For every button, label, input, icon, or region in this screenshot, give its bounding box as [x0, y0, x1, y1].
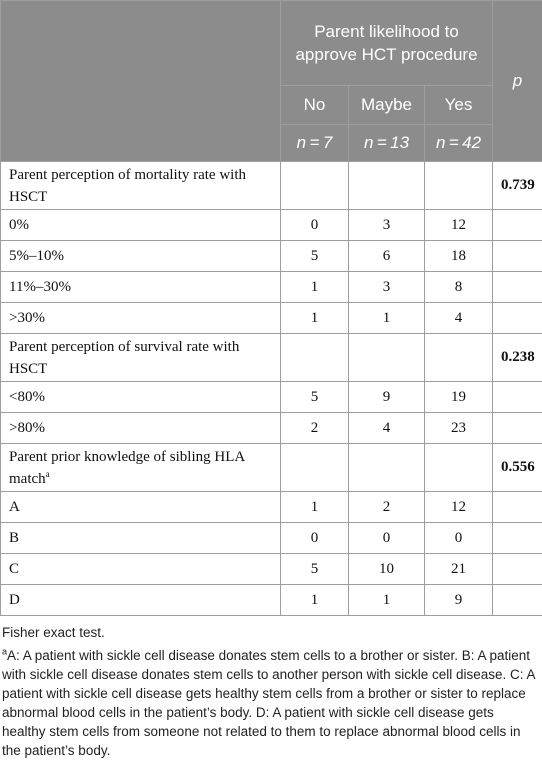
value-no: 5: [281, 382, 349, 413]
footnote-text: A: A patient with sickle cell disease donates stem cells to a brother or sister. B: A patient with sickle cell disease donates stem cells to another person with sickle cell disease. C: A patient with sickle cell disease gets healthy stem cells from a brother or sister to replace abnormal blood cells in the patient’s body. D: A patient with sickle cell disease gets healthy stem cells from someone not related to them to replace abnormal blood cells in the patient’s body.: [2, 648, 535, 758]
table-notes: [0, 616, 542, 760]
empty-cell: [425, 444, 493, 492]
row-label: A: [1, 492, 281, 523]
empty-cell: [349, 444, 425, 492]
value-maybe: 3: [349, 272, 425, 303]
empty-cell: [493, 382, 542, 413]
footnote-mark: a: [2, 647, 7, 657]
value-no: 1: [281, 492, 349, 523]
empty-cell: [493, 210, 542, 241]
value-no: 1: [281, 303, 349, 334]
table-row: [1, 303, 542, 334]
value-yes: 12: [425, 492, 493, 523]
table-row: [1, 272, 542, 303]
header-col-yes: Yes: [425, 86, 493, 125]
empty-cell: [349, 334, 425, 382]
section-label: [1, 444, 281, 492]
table-row: [1, 413, 542, 444]
table-row: [1, 382, 542, 413]
header-count-no-text: n = 7: [297, 133, 333, 152]
section-header-row: [1, 334, 542, 382]
row-label: 5%–10%: [1, 241, 281, 272]
value-no: 0: [281, 523, 349, 554]
table-row: [1, 554, 542, 585]
value-maybe: 9: [349, 382, 425, 413]
row-label: D: [1, 585, 281, 616]
p-value: 0.739: [493, 162, 542, 210]
value-no: 1: [281, 272, 349, 303]
value-maybe: 2: [349, 492, 425, 523]
value-yes: 18: [425, 241, 493, 272]
table-row: [1, 241, 542, 272]
empty-cell: [281, 444, 349, 492]
table-header: [1, 1, 542, 162]
footnote: [2, 646, 540, 760]
header-count-yes-text: n = 42: [436, 133, 481, 152]
value-no: 5: [281, 554, 349, 585]
header-blank-cell: [1, 1, 281, 162]
empty-cell: [493, 554, 542, 585]
value-maybe: 3: [349, 210, 425, 241]
value-yes: 21: [425, 554, 493, 585]
row-label: 0%: [1, 210, 281, 241]
p-value: 0.556: [493, 444, 542, 492]
value-yes: 12: [425, 210, 493, 241]
table-row: [1, 492, 542, 523]
empty-cell: [425, 162, 493, 210]
table-row: [1, 585, 542, 616]
empty-cell: [493, 492, 542, 523]
row-label: C: [1, 554, 281, 585]
section-label-text: Parent prior knowledge of sibling HLA match: [9, 449, 244, 487]
header-col-no: No: [281, 86, 349, 125]
table-row: [1, 210, 542, 241]
value-no: 2: [281, 413, 349, 444]
row-label: 11%–30%: [1, 272, 281, 303]
header-count-no: [281, 125, 349, 162]
table-body: [1, 162, 542, 616]
header-p-label: p: [493, 1, 542, 162]
value-yes: 19: [425, 382, 493, 413]
value-maybe: 10: [349, 554, 425, 585]
value-maybe: 6: [349, 241, 425, 272]
empty-cell: [493, 303, 542, 334]
empty-cell: [349, 162, 425, 210]
value-yes: 9: [425, 585, 493, 616]
row-label: <80%: [1, 382, 281, 413]
value-maybe: 1: [349, 585, 425, 616]
header-group-label: Parent likelihood to approve HCT procedure: [281, 1, 493, 86]
section-label-footnote-mark: a: [46, 469, 50, 479]
row-label: >80%: [1, 413, 281, 444]
p-value: 0.238: [493, 334, 542, 382]
header-count-maybe: [349, 125, 425, 162]
header-col-maybe: Maybe: [349, 86, 425, 125]
empty-cell: [493, 241, 542, 272]
empty-cell: [493, 272, 542, 303]
section-header-row: [1, 162, 542, 210]
empty-cell: [281, 162, 349, 210]
value-maybe: 4: [349, 413, 425, 444]
test-note: Fisher exact test.: [2, 623, 540, 642]
row-label: >30%: [1, 303, 281, 334]
value-yes: 4: [425, 303, 493, 334]
section-header-row: [1, 444, 542, 492]
empty-cell: [281, 334, 349, 382]
value-yes: 8: [425, 272, 493, 303]
value-no: 0: [281, 210, 349, 241]
section-label-text: Parent perception of survival rate with HSCT: [9, 339, 239, 377]
table-row: [1, 523, 542, 554]
section-label: [1, 162, 281, 210]
value-no: 5: [281, 241, 349, 272]
section-label: [1, 334, 281, 382]
empty-cell: [493, 523, 542, 554]
empty-cell: [493, 413, 542, 444]
empty-cell: [425, 334, 493, 382]
section-label-text: Parent perception of mortality rate with HSCT: [9, 167, 246, 205]
row-label: B: [1, 523, 281, 554]
value-yes: 23: [425, 413, 493, 444]
header-count-maybe-text: n = 13: [364, 133, 409, 152]
empty-cell: [493, 585, 542, 616]
header-count-yes: [425, 125, 493, 162]
value-no: 1: [281, 585, 349, 616]
value-maybe: 0: [349, 523, 425, 554]
value-maybe: 1: [349, 303, 425, 334]
value-yes: 0: [425, 523, 493, 554]
